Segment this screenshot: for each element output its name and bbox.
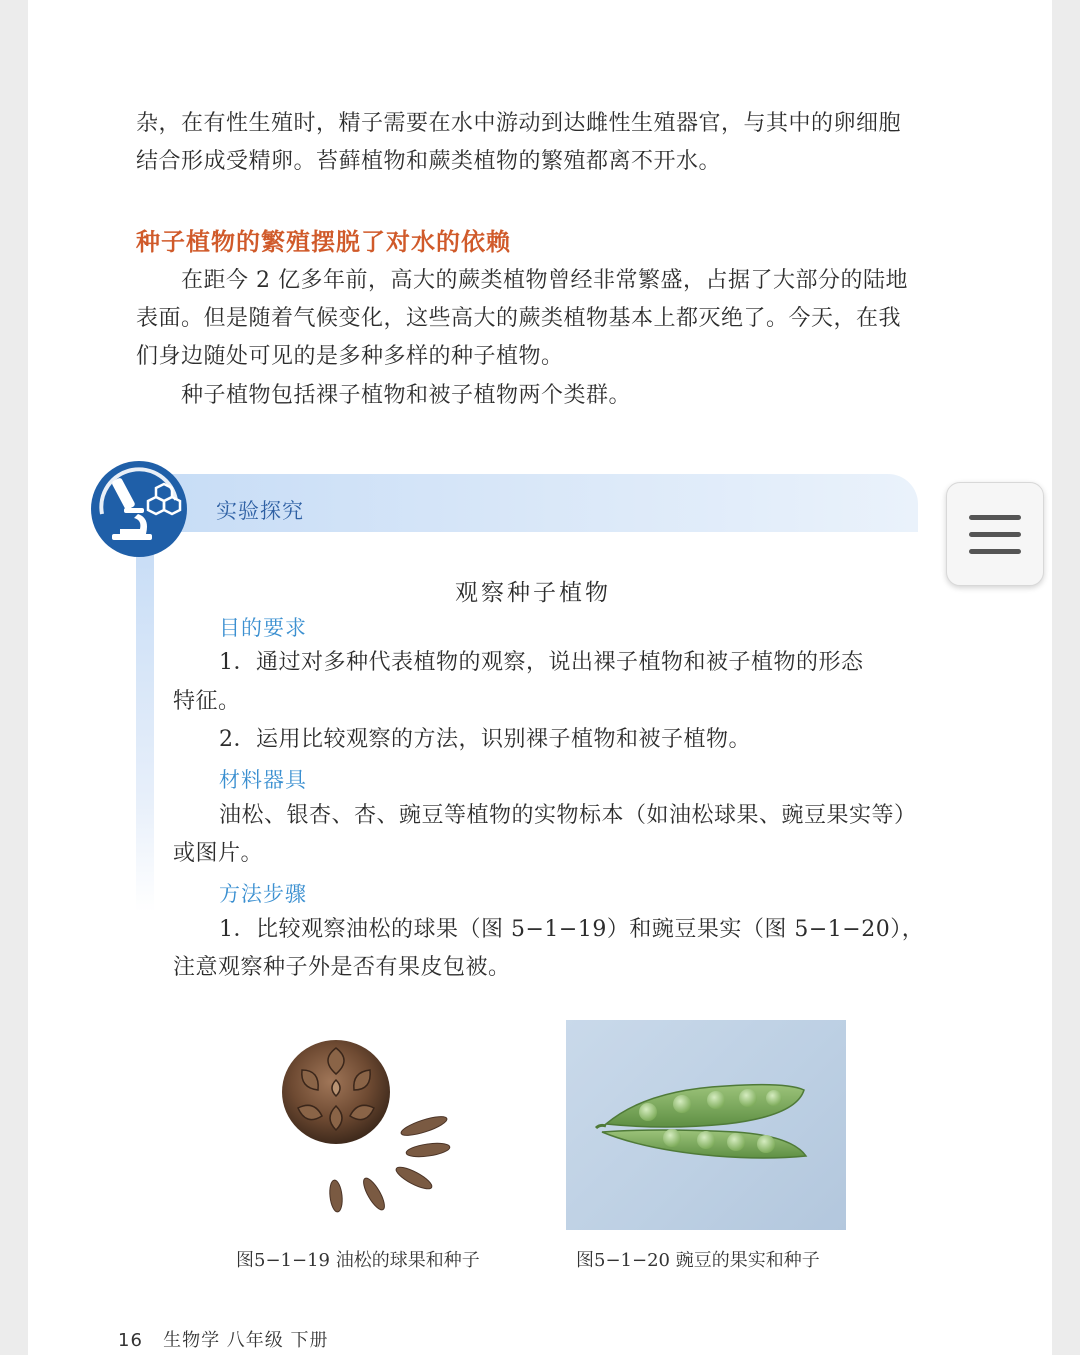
page-footer [118, 1326, 329, 1352]
step-1-line-2: 注意观察种子外是否有果皮包被。 [173, 955, 511, 980]
goal-heading: 目的要求 [219, 616, 307, 640]
materials-line-1: 油松、银杏、杏、豌豆等植物的实物标本（如油松球果、豌豆果实等） [219, 803, 917, 828]
microscope-molecule-icon [90, 460, 188, 558]
goal-1-line-2: 特征。 [173, 689, 241, 714]
goal-2: 2．运用比较观察的方法，识别裸子植物和被子植物。 [219, 727, 751, 752]
experiment-banner-label: 实验探究 [216, 499, 304, 523]
section-para1-line1: 在距今 2 亿多年前，高大的蕨类植物曾经非常繁盛，占据了大部分的陆地 [181, 268, 908, 293]
goal-1-line-1: 1．通过对多种代表植物的观察，说出裸子植物和被子植物的形态 [219, 650, 864, 675]
intro-line-1: 杂，在有性生殖时，精子需要在水中游动到达雌性生殖器官，与其中的卵细胞 [136, 111, 902, 136]
step-1-line-1: 1．比较观察油松的球果（图 5−1−19）和豌豆果实（图 5−1−20）， [219, 917, 925, 942]
section-para1-line3: 们身边随处可见的是多种多样的种子植物。 [136, 344, 564, 369]
intro-line-2: 结合形成受精卵。苔藓植物和蕨类植物的繁殖都离不开水。 [136, 149, 722, 174]
hamburger-menu-icon-bar-3 [969, 549, 1021, 554]
figure-2-caption: 图5−1−20 豌豆的果实和种子 [576, 1250, 820, 1271]
hamburger-menu-icon-bar-1 [969, 515, 1021, 520]
section-para2: 种子植物包括裸子植物和被子植物两个类群。 [181, 383, 632, 408]
pine-cone-figure [268, 1030, 468, 1220]
pea-pod-illustration [566, 1020, 846, 1230]
page-number: 16 [118, 1330, 143, 1351]
book-title: 生物学 八年级 下册 [163, 1330, 329, 1351]
materials-line-2: 或图片。 [173, 841, 264, 866]
experiment-title: 观察种子植物 [455, 580, 611, 606]
section-para1-line2: 表面。但是随着气候变化，这些高大的蕨类植物基本上都灭绝了。今天，在我 [136, 306, 902, 331]
materials-heading: 材料器具 [219, 768, 307, 792]
hamburger-menu-icon-bar-2 [969, 532, 1021, 537]
steps-heading: 方法步骤 [219, 882, 307, 906]
menu-button[interactable] [946, 482, 1044, 586]
figure-1-caption: 图5−1−19 油松的球果和种子 [236, 1250, 480, 1271]
pea-pod-figure [566, 1020, 846, 1230]
section-heading: 种子植物的繁殖摆脱了对水的依赖 [136, 228, 511, 256]
